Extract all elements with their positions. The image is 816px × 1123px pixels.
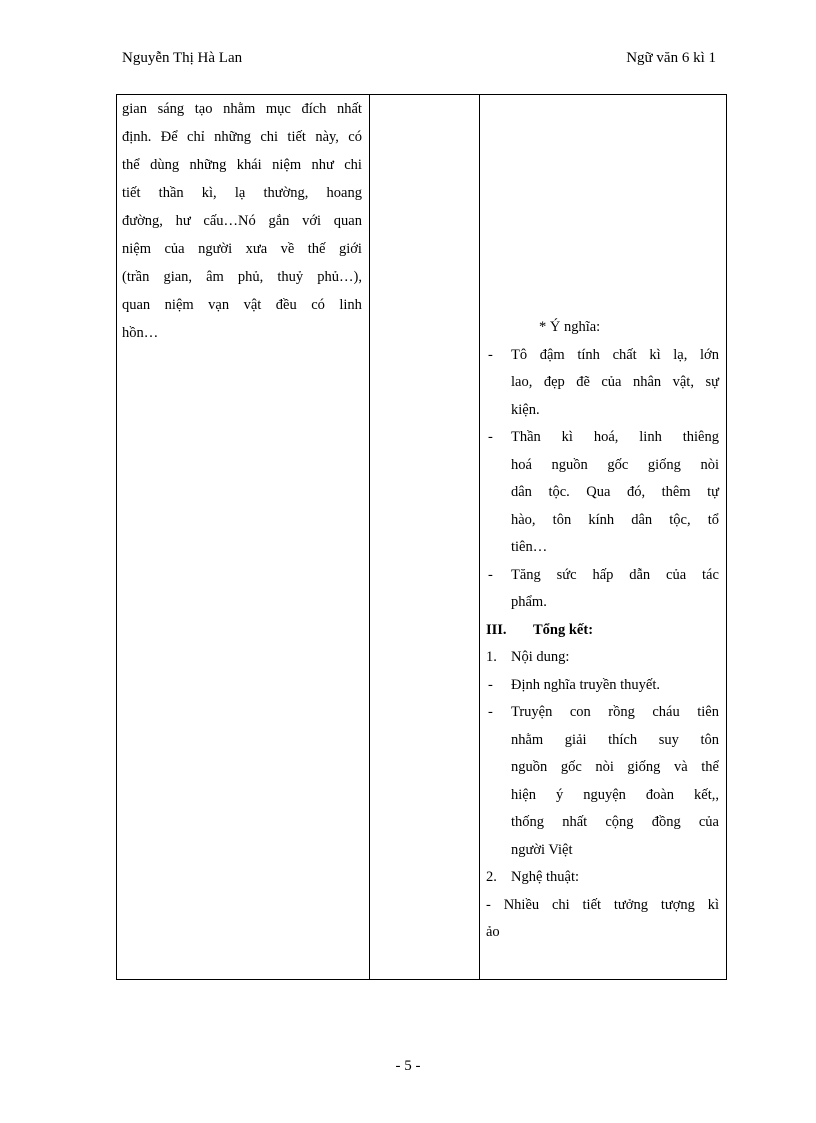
- word: nguồn: [511, 759, 548, 775]
- word: sáng: [157, 101, 185, 117]
- word: thường,: [263, 185, 309, 201]
- word: của: [698, 814, 719, 830]
- word: với: [302, 213, 322, 229]
- word: tổ: [707, 511, 719, 528]
- text-line: [122, 95, 362, 123]
- word: đẽ: [576, 374, 590, 390]
- text-line: [511, 424, 719, 452]
- word: xưa: [245, 241, 268, 257]
- bullet-item: [481, 342, 725, 425]
- word: tiết: [582, 896, 602, 913]
- word: cháu: [652, 704, 680, 720]
- word: linh: [339, 297, 362, 313]
- word: tính: [577, 346, 600, 363]
- word: hấp: [592, 566, 614, 583]
- text-line: [511, 369, 719, 397]
- bullet-dash: -: [488, 704, 493, 720]
- word: âm: [206, 269, 224, 285]
- word: giới: [338, 241, 362, 257]
- word: niệm: [122, 241, 151, 257]
- bullet-item: [481, 672, 725, 700]
- word: thế: [307, 241, 326, 257]
- word: nguyện: [583, 786, 626, 803]
- word: tạo: [194, 101, 213, 117]
- word: niệm: [164, 297, 194, 313]
- tong-ket-heading: [481, 617, 725, 645]
- word: tộc.: [548, 484, 570, 500]
- word: Truyện: [511, 704, 553, 720]
- numbered-item: [481, 864, 725, 892]
- word: nhân: [632, 374, 662, 390]
- word: kì: [707, 896, 719, 913]
- word: kì: [561, 429, 573, 445]
- word: thống: [511, 814, 545, 830]
- word: này,: [315, 129, 339, 145]
- text-line: [511, 562, 719, 590]
- text-line: [511, 342, 719, 370]
- word: đậm: [539, 346, 565, 363]
- word: kính: [588, 511, 615, 528]
- word: nhất: [562, 814, 588, 830]
- column-3-text: [481, 314, 725, 947]
- content-table: [116, 94, 727, 980]
- word: suy: [658, 731, 679, 748]
- bullet-item: [481, 562, 725, 617]
- word: những: [189, 157, 227, 173]
- text-line: [486, 892, 719, 920]
- word: có: [311, 297, 325, 313]
- text-line: phẩm.: [511, 594, 547, 610]
- word: -: [486, 896, 491, 913]
- bullet-dash: -: [488, 346, 493, 363]
- y-nghia-heading: * Ý nghĩa:: [539, 319, 601, 335]
- word: cộng: [605, 814, 634, 830]
- word: khái: [236, 157, 262, 173]
- word: chi: [260, 129, 279, 145]
- word: nhằm: [223, 101, 256, 117]
- word: phủ…),: [317, 269, 362, 285]
- bullet-item: [481, 424, 725, 562]
- bullet-dash: -: [488, 429, 493, 445]
- word: tự: [707, 484, 719, 500]
- word: tưởng: [613, 896, 648, 913]
- word: thể: [122, 157, 140, 173]
- text-line: [122, 207, 362, 235]
- word: nòi: [700, 456, 719, 473]
- word: dẫn: [629, 566, 651, 583]
- text-line: [122, 151, 362, 179]
- word: của: [601, 374, 622, 390]
- word: của: [666, 566, 687, 583]
- bullet-item: [481, 699, 725, 864]
- word: và: [674, 759, 688, 775]
- word: Qua: [586, 484, 611, 500]
- word: thần: [158, 185, 184, 201]
- word: nhằm: [511, 731, 544, 748]
- word: như: [311, 157, 334, 173]
- word: hoang: [326, 185, 362, 201]
- text-line: [511, 754, 719, 782]
- word: lao,: [511, 374, 533, 390]
- word: rồng: [608, 704, 635, 720]
- word: những: [214, 129, 251, 145]
- word: Tăng: [511, 566, 541, 583]
- word: thêm: [661, 484, 691, 500]
- word: kì: [649, 346, 661, 363]
- text-line: [122, 179, 362, 207]
- tong-ket-label: Tổng kết:: [533, 621, 594, 638]
- word: hiện: [511, 786, 536, 803]
- word: tượng: [660, 896, 695, 913]
- text-line: [511, 782, 719, 810]
- word: dân: [631, 511, 653, 528]
- word: con: [569, 704, 591, 720]
- word: đoàn: [645, 786, 675, 803]
- word: tiết: [287, 129, 306, 145]
- word: hoá: [511, 456, 532, 473]
- word: nòi: [595, 759, 614, 775]
- word: gắn: [268, 213, 290, 229]
- item-number: 1.: [486, 649, 497, 665]
- word: dùng: [150, 157, 180, 173]
- word: niệm: [272, 157, 302, 173]
- text-line: Định nghĩa truyền thuyết.: [511, 676, 661, 693]
- word: linh: [639, 429, 662, 445]
- word: dân: [511, 484, 532, 500]
- word: lạ,: [673, 346, 688, 363]
- numbered-item: [481, 644, 725, 672]
- word: thuỷ: [277, 269, 304, 285]
- word: chi: [344, 157, 362, 173]
- text-line: kiện.: [511, 401, 540, 418]
- text-line: [511, 809, 719, 837]
- word: phủ,: [237, 269, 264, 285]
- word: mục: [265, 101, 291, 117]
- word: hoá,: [593, 429, 619, 445]
- header-author: Nguyễn Thị Hà Lan: [122, 50, 243, 66]
- bullet-dash: -: [488, 676, 493, 693]
- word: cấu…Nó: [203, 213, 256, 229]
- word: kết,,: [694, 786, 719, 803]
- page-number: - 5 -: [395, 1058, 421, 1074]
- word: kì,: [201, 185, 217, 201]
- column-1-text: [122, 95, 362, 347]
- text-line: [122, 263, 362, 291]
- word: đẹp: [543, 374, 565, 390]
- roman-numeral: III.: [486, 621, 507, 638]
- word: tiết: [122, 185, 141, 201]
- word: định.: [122, 129, 152, 145]
- word: gian,: [163, 269, 193, 285]
- word: vật: [243, 297, 262, 313]
- word: gốc: [607, 456, 629, 473]
- header-subject: Ngữ văn 6 kì 1: [626, 50, 716, 66]
- word: đường,: [122, 213, 163, 229]
- text-line: [122, 291, 362, 319]
- word: sự: [705, 374, 719, 390]
- text-line: [511, 452, 719, 480]
- word: tôn: [552, 511, 572, 528]
- word: tác: [702, 566, 719, 583]
- word: lớn: [700, 346, 719, 363]
- column-divider: [369, 95, 370, 979]
- text-line: [511, 699, 719, 727]
- text-line: hồn…: [122, 325, 159, 341]
- text-line: [122, 123, 362, 151]
- nghe-thuat-label: Nghệ thuật:: [511, 869, 580, 885]
- word: nhất: [337, 101, 362, 117]
- word: ý: [555, 786, 564, 803]
- word: (trần: [122, 269, 150, 285]
- word: vạn: [208, 297, 230, 313]
- word: Tô: [511, 346, 528, 363]
- word: lạ: [234, 185, 246, 201]
- text-line: [122, 235, 362, 263]
- word: hào,: [511, 511, 536, 528]
- word: về: [280, 241, 295, 257]
- word: thiêng: [682, 429, 719, 445]
- word: Để: [160, 129, 178, 145]
- word: thích: [608, 731, 638, 748]
- word: người: [198, 241, 233, 257]
- word: tôn: [700, 731, 719, 748]
- word: quan: [333, 213, 362, 229]
- word: thể: [701, 759, 719, 775]
- word: đích: [301, 101, 327, 117]
- word: Nhiều: [503, 896, 540, 913]
- word: giống: [627, 759, 661, 775]
- text-line: tiên…: [511, 539, 548, 555]
- column-divider: [479, 95, 480, 979]
- word: vật,: [672, 374, 694, 390]
- text-line: ảo: [486, 924, 500, 940]
- word: chi: [551, 896, 570, 913]
- word: Thần: [511, 429, 541, 445]
- word: của: [164, 241, 185, 257]
- bullet-dash: -: [488, 566, 493, 583]
- word: đó,: [626, 484, 646, 500]
- noi-dung-label: Nội dung:: [511, 649, 570, 665]
- text-line: người Việt: [511, 841, 573, 858]
- word: có: [348, 129, 362, 145]
- word: chỉ: [187, 129, 205, 145]
- word: quan: [122, 297, 151, 313]
- text-line: [511, 507, 719, 535]
- word: gian: [122, 101, 147, 117]
- item-number: 2.: [486, 869, 497, 885]
- text-line: [511, 479, 719, 507]
- word: gốc: [560, 759, 582, 775]
- word: giống: [647, 456, 681, 473]
- word: nguồn: [551, 456, 588, 473]
- word: giải: [564, 731, 587, 748]
- word: tiên: [697, 704, 719, 720]
- word: chất: [612, 346, 637, 363]
- word: đồng: [651, 814, 681, 830]
- word: sức: [556, 566, 577, 583]
- word: tộc,: [669, 511, 691, 528]
- word: hư: [175, 213, 191, 229]
- word: đều: [275, 297, 297, 313]
- text-line: [511, 727, 719, 755]
